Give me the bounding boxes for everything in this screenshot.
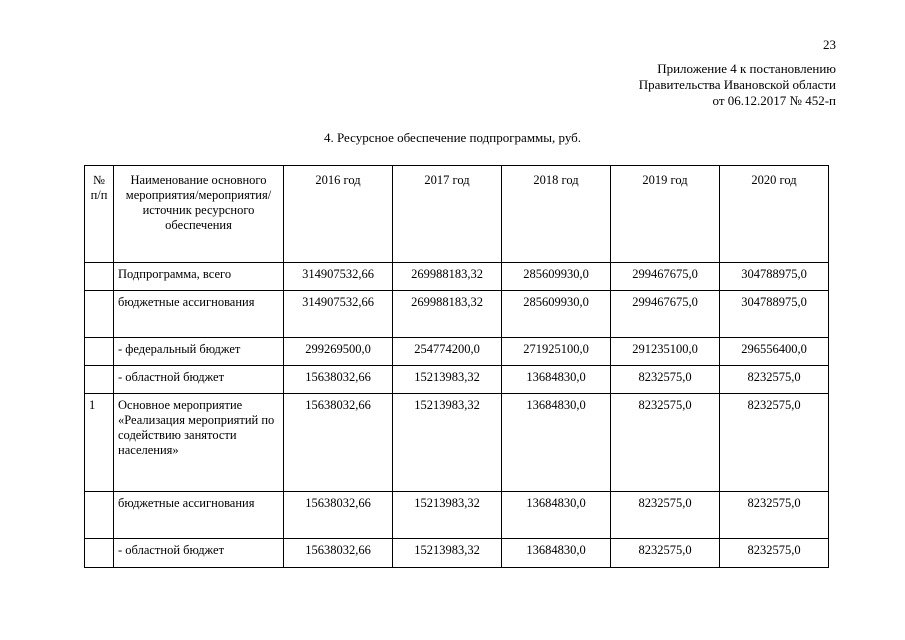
cell-2016: 15638032,66 (284, 539, 393, 568)
resource-table (84, 165, 829, 568)
header-2016: 2016 год (284, 166, 393, 263)
cell-num (85, 338, 114, 366)
cell-2016: 15638032,66 (284, 394, 393, 492)
cell-2017: 15213983,32 (393, 394, 502, 492)
cell-num (85, 539, 114, 568)
table-header-row (85, 166, 829, 263)
header-num: № п/п (85, 166, 114, 263)
cell-num (85, 263, 114, 291)
cell-2017: 254774200,0 (393, 338, 502, 366)
cell-2019: 291235100,0 (611, 338, 720, 366)
cell-2017: 269988183,32 (393, 291, 502, 338)
cell-2016: 314907532,66 (284, 263, 393, 291)
table-row (85, 263, 829, 291)
cell-num (85, 291, 114, 338)
cell-2020: 8232575,0 (720, 366, 829, 394)
header-2020: 2020 год (720, 166, 829, 263)
cell-2020: 8232575,0 (720, 539, 829, 568)
cell-name: бюджетные ассигнования (114, 492, 284, 539)
cell-2019: 8232575,0 (611, 394, 720, 492)
cell-2020: 304788975,0 (720, 291, 829, 338)
appendix-line-1: Приложение 4 к постановлению (657, 61, 836, 76)
cell-2016: 314907532,66 (284, 291, 393, 338)
header-2018: 2018 год (502, 166, 611, 263)
cell-name: - областной бюджет (114, 366, 284, 394)
cell-num (85, 492, 114, 539)
cell-2018: 13684830,0 (502, 539, 611, 568)
cell-name: Подпрограмма, всего (114, 263, 284, 291)
table-row (85, 338, 829, 366)
header-name: Наименование основного мероприятия/мероприятия/источник ресурсного обеспечения (114, 166, 284, 263)
cell-2019: 299467675,0 (611, 291, 720, 338)
cell-2018: 271925100,0 (502, 338, 611, 366)
header-2019: 2019 год (611, 166, 720, 263)
cell-2019: 8232575,0 (611, 492, 720, 539)
cell-2018: 13684830,0 (502, 394, 611, 492)
cell-2018: 13684830,0 (502, 366, 611, 394)
section-title: 4. Ресурсное обеспечение подпрограммы, руб. (323, 130, 582, 145)
table-row (85, 539, 829, 568)
appendix-line-2: Правительства Ивановской области (638, 77, 836, 92)
cell-num: 1 (85, 394, 114, 492)
cell-name: - областной бюджет (114, 539, 284, 568)
cell-name: бюджетные ассигнования (114, 291, 284, 338)
cell-2016: 15638032,66 (284, 492, 393, 539)
header-2017: 2017 год (393, 166, 502, 263)
cell-2017: 269988183,32 (393, 263, 502, 291)
cell-2017: 15213983,32 (393, 492, 502, 539)
appendix-header (639, 61, 836, 109)
table-row (85, 492, 829, 539)
cell-2019: 8232575,0 (611, 366, 720, 394)
cell-2017: 15213983,32 (393, 539, 502, 568)
cell-2018: 285609930,0 (502, 263, 611, 291)
cell-2018: 285609930,0 (502, 291, 611, 338)
cell-num (85, 366, 114, 394)
cell-2019: 299467675,0 (611, 263, 720, 291)
table-row (85, 291, 829, 338)
table-row (85, 394, 829, 492)
cell-name: - федеральный бюджет (114, 338, 284, 366)
cell-2019: 8232575,0 (611, 539, 720, 568)
cell-2020: 296556400,0 (720, 338, 829, 366)
cell-2020: 8232575,0 (720, 492, 829, 539)
cell-2016: 15638032,66 (284, 366, 393, 394)
cell-2020: 304788975,0 (720, 263, 829, 291)
cell-2020: 8232575,0 (720, 394, 829, 492)
table-row (85, 366, 829, 394)
cell-name: Основное мероприятие «Реализация мероприятий по содействию занятости населения» (114, 394, 284, 492)
appendix-line-3: от 06.12.2017 № 452-п (712, 93, 836, 108)
cell-2018: 13684830,0 (502, 492, 611, 539)
page-number: 23 (823, 37, 836, 52)
cell-2017: 15213983,32 (393, 366, 502, 394)
cell-2016: 299269500,0 (284, 338, 393, 366)
